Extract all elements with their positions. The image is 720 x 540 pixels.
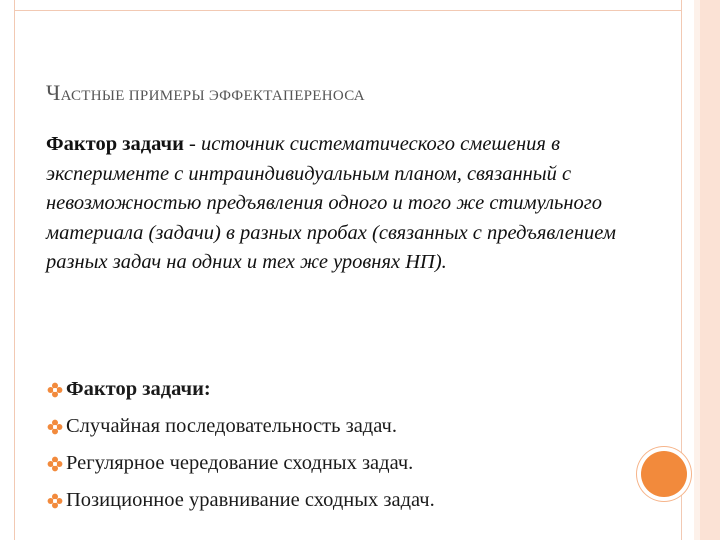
definition-paragraph xyxy=(46,130,646,278)
definition-term: Фактор задачи xyxy=(46,133,184,155)
orange-flower-bullet-icon xyxy=(46,381,64,399)
definition-text: источник систематического смешения в эксперименте с интраиндивидуальным планом, связанный с невозможностью предъявления одного и того же стимульного материала (задачи) в разных пробах (связанных с предъявлением разных задач на одних и тех же уровнях НП). xyxy=(46,133,616,273)
right-band xyxy=(700,0,720,540)
bullet-item xyxy=(46,482,646,519)
bullet-item xyxy=(46,408,646,445)
bullet-list xyxy=(46,371,646,519)
bullet-text: Регулярное чередование сходных задач. xyxy=(66,452,414,474)
bullet-text: Фактор задачи: xyxy=(66,378,211,400)
title-rest: АСТНЫЕ ПРИМЕРЫ ЭФФЕКТАПЕРЕНОСА xyxy=(60,88,365,104)
orange-flower-bullet-icon xyxy=(46,418,64,436)
bullet-text: Случайная последовательность задач. xyxy=(66,415,397,437)
definition-separator: - xyxy=(183,133,201,155)
slide-title xyxy=(46,80,666,106)
title-initial: Ч xyxy=(46,80,61,105)
bullet-item xyxy=(46,371,646,408)
orange-flower-bullet-icon xyxy=(46,492,64,510)
orange-circle-icon xyxy=(641,451,687,497)
bullet-item xyxy=(46,445,646,482)
bullet-text: Позиционное уравнивание сходных задач. xyxy=(66,489,435,511)
orange-flower-bullet-icon xyxy=(46,455,64,473)
